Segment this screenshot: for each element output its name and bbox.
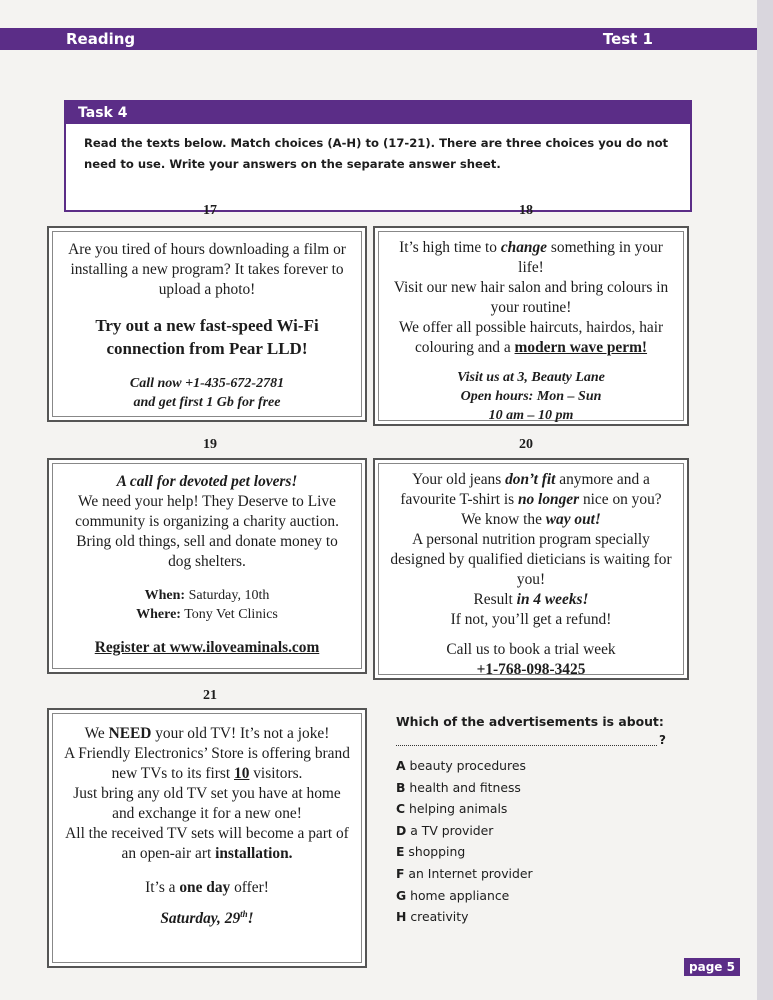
option-d: D a TV provider: [396, 822, 494, 838]
ad-18-foot2: Open hours: Mon – Sun: [460, 389, 602, 404]
ad-17-foot1: Call now +1-435-672-2781: [129, 376, 285, 391]
page-edge: [757, 0, 773, 1000]
ad-number-17: 17: [203, 203, 217, 218]
option-e: E shopping: [396, 844, 466, 860]
task-instructions: Read the texts below. Match choices (A-H) to (17-21). There are three choices you do not need to use. Write your answers on the separate answer sheet.: [84, 136, 669, 171]
ad-20-line1: Your old jeans don’t fit anymore and a favourite T-shirt is no longer nice on you?: [400, 471, 662, 508]
ad-18-line2: Visit our new hair salon and bring colours in your routine!: [393, 279, 669, 316]
question-text: Which of the advertisements is about:: [396, 714, 664, 729]
ad-18-line3: We offer all possible haircuts, hairdos, hair colouring and a modern wave perm!: [398, 319, 664, 356]
ad-18-line1: It’s high time to change something in your life!: [399, 239, 663, 276]
ad-20-line4: Result in 4 weeks!: [473, 591, 589, 608]
ad-21-date: Saturday, 29th!: [160, 909, 254, 928]
task-title: Task 4: [66, 102, 690, 124]
option-a: A beauty procedures: [396, 758, 526, 773]
ad-19-body: We need your help! They Deserve to Live community is organizing a charity auction. Bring old things, sell and donate money to dog shelters.: [75, 493, 339, 570]
ad-20-phone: +1-768-098-3425: [476, 661, 586, 678]
ad-number-20: 20: [519, 437, 533, 452]
ad-17-foot2: and get first 1 Gb for free: [133, 395, 281, 410]
question-block: [396, 714, 666, 928]
ad-17-body: Are you tired of hours downloading a film or installing a new program? It takes forever to upload a photo!: [68, 241, 346, 298]
ad-21-line3: Just bring any old TV set you have at home and exchange it for a new one!: [73, 785, 341, 822]
ad-19-when: When: Saturday, 10th: [144, 588, 270, 603]
page-number: page 5: [684, 958, 740, 976]
ad-21: [47, 708, 367, 968]
options-list: [396, 755, 666, 928]
ad-number-19: 19: [203, 437, 217, 452]
ad-20: [373, 458, 689, 680]
test-title: Test 1: [602, 30, 653, 48]
ad-number-18: 18: [519, 203, 533, 218]
option-b: B health and fitness: [396, 779, 521, 795]
section-title: Reading: [66, 30, 136, 48]
option-f: F an Internet provider: [396, 865, 533, 881]
ad-17: [47, 226, 367, 422]
ad-19-title: A call for devoted pet lovers!: [116, 473, 298, 490]
ad-19: [47, 458, 367, 674]
option-h: H creativity: [396, 909, 469, 925]
ad-18-foot1: Visit us at 3, Beauty Lane: [457, 370, 605, 385]
answer-line: ?: [396, 733, 666, 747]
ad-17-headline: Try out a new fast-speed Wi-Fi connection from Pear LLD!: [95, 316, 319, 358]
ad-18-foot3: 10 am – 10 pm: [488, 408, 574, 423]
option-c: C helping animals: [396, 801, 508, 817]
ad-20-line2: We know the way out!: [461, 511, 601, 528]
ad-20-line3: A personal nutrition program specially designed by qualified dieticians is waiting for you!: [390, 531, 672, 588]
ad-number-21: 21: [203, 688, 217, 703]
ad-19-register-link[interactable]: Register at www.iloveaminals.com: [94, 639, 320, 656]
ad-21-line1: We NEED your old TV! It’s not a joke!: [84, 725, 330, 742]
option-g: G home appliance: [396, 887, 510, 903]
task-box: [64, 100, 692, 212]
ad-21-line2: A Friendly Electronics’ Store is offering brand new TVs to its first 10 visitors.: [64, 745, 350, 782]
ad-21-line4: All the received TV sets will become a part of an open-air art installation.: [65, 825, 349, 862]
ad-20-line5: If not, you’ll get a refund!: [450, 611, 612, 628]
header-bar: [0, 28, 757, 50]
ad-18: [373, 226, 689, 426]
ad-20-line6: Call us to book a trial week: [446, 641, 616, 658]
ad-19-where: Where: Tony Vet Clinics: [136, 607, 278, 622]
ad-21-line5: It’s a one day offer!: [145, 879, 269, 896]
